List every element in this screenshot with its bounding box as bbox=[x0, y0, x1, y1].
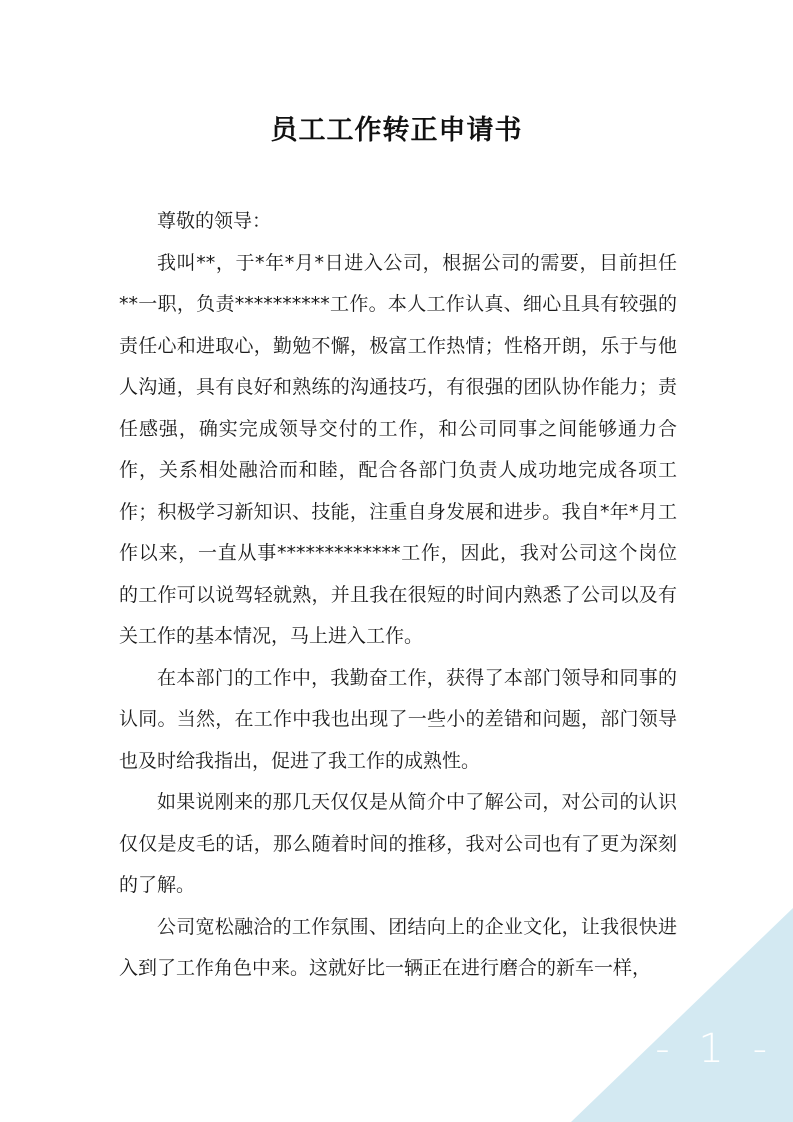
salutation: 尊敬的领导： bbox=[157, 210, 272, 232]
page-title: 员工工作转正申请书 bbox=[270, 115, 523, 146]
paragraph-4: 公司宽松融洽的工作氛围、团结向上的企业文化，让我很快进入到了工作角色中来。这就好比一辆正在进行磨合的新车一样， bbox=[119, 915, 677, 979]
corner-decoration bbox=[571, 908, 793, 1122]
page-number: - 1 - bbox=[655, 1026, 775, 1072]
corner-triangle bbox=[571, 908, 793, 1122]
paragraph-1: 我叫**，于*年*月*日进入公司，根据公司的需要，目前担任**一职，负责**********工作。本人工作认真、细心且具有较强的责任心和进取心，勤勉不懈，极富工作热情；性格开朗，乐于与他人沟通，具有良好和熟练的沟通技巧，有很强的团队协作能力；责任感强，确实完成领导交付的工作，和公司同事之间能够通力合作，关系相处融洽而和睦，配合各部门负责人成功地完成各项工作；积极学习新知识、技能，注重自身发展和进步。我自*年*月工作以来，一直从事*************工作，因此，我对公司这个岗位的工作可以说驾轻就熟，并且我在很短的时间内熟悉了公司以及有关工作的基本情况，马上进入工作。 bbox=[119, 251, 677, 647]
document-body bbox=[119, 201, 677, 990]
paragraph-2: 在本部门的工作中，我勤奋工作，获得了本部门领导和同事的认同。当然，在工作中我也出现了一些小的差错和问题，部门领导也及时给我指出，促进了我工作的成熟性。 bbox=[119, 666, 677, 772]
paragraph-3: 如果说刚来的那几天仅仅是从简介中了解公司，对公司的认识仅仅是皮毛的话，那么随着时间的推移，我对公司也有了更为深刻的了解。 bbox=[119, 791, 677, 896]
